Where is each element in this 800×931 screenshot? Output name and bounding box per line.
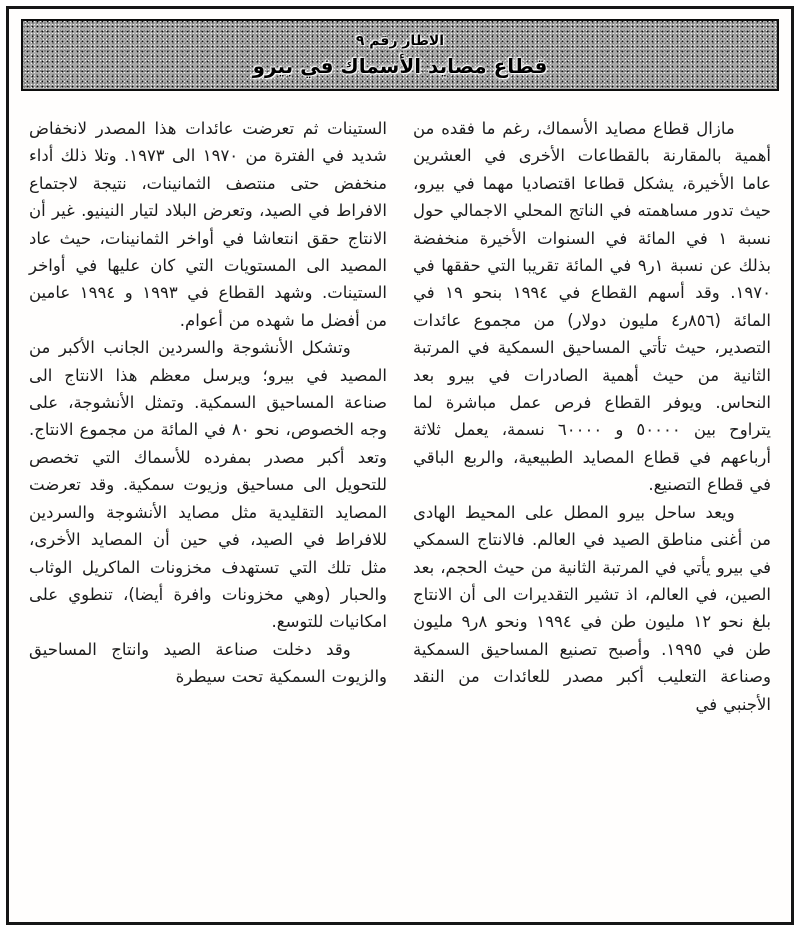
paragraph: مازال قطاع مصايد الأسماك، رغم ما فقده من أهمية بالمقارنة بالقطاعات الأخرى في العشرين عاما الأخيرة، يشكل قطاعا اقتصاديا مهما في بيرو، حيث تدور مساهمته في الناتج المحلي الاجمالي حول نسبة ١ في المائة في السنوات الأخيرة منخفضة بذلك عن نسبة ١ر٩ في المائة تقريبا التي حققها في ١٩٧٠. وقد أسهم القطاع في ١٩٩٤ بنحو ١٩ في المائة (٨٥٦ر٤ مليون دولار) من مجموع عائدات التصدير، حيث تأتي المساحيق السمكية في المرتبة الثانية من حيث أهمية الصادرات في بيرو بعد النحاس. ويوفر القطاع فرص عمل مباشرة لما يتراوح بين ٥٠٠٠٠ و ٦٠٠٠٠ نسمة، يعمل ثلاثة أرباعهم في قطاع المصايد الطبيعية، والربع الباقي في قطاع التصنيع. xyxy=(413,119,772,495)
box-header-title: قطاع مصايد الأسماك في بيرو xyxy=(252,53,548,78)
box-header-number: الاطار رقم ٩ xyxy=(355,32,445,49)
paragraph: ويعد ساحل بيرو المطل على المحيط الهادى من أغنى مناطق الصيد في العالم. فالانتاج السمكي في بيرو يأتي في المرتبة الثانية من حيث الحجم، بعد الصين، في العالم، اذ تشير التقديرات الى أن الانتاج بلغ نحو ١٢ مليون طن في ١٩٩٤ ونحو ٨ر٩ مليون طن في ١٩٩٥. وأصبح تصنيع المساحيق السمكية وصناعة التعليب أكبر مصدر للعائدات من النقد الأجنبي في xyxy=(413,502,772,714)
paragraph: الستينات ثم تعرضت عائدات هذا المصدر لانخفاض شديد في الفترة من ١٩٧٠ الى ١٩٧٣. وتلا ذلك أداء منخفض حتى منتصف الثمانينات، نتيجة لاجتماع الافراط في الصيد، وتعرض البلاد لتيار النينيو. غير أن الانتاج حقق انتعاشا في أواخر الثمانينات، حيث عاد المصيد الى المستويات التي كان عليها في أواخر الستينات. وشهد القطاع في ١٩٩٣ و ١٩٩٤ عامين من أفضل ما شهده من أعوام. xyxy=(29,119,388,330)
paragraph: وتشكل الأنشوجة والسردين الجانب الأكبر من المصيد في بيرو؛ ويرسل معظم هذا الانتاج الى صناعة المساحيق السمكية. وتمثل الأنشوجة، على وجه الخصوص، نحو ٨٠ في المائة من مجموع الانتاج. وتعد أكبر مصدر بمفرده للأسماك التي تخصص للتحويل الى مساحيق وزيوت سمكية. وقد تعرضت المصايد التقليدية مثل مصايد الأنشوجة والسردين للافراط في الصيد، في حين أن المصايد الأخرى، مثل تلك التي تستهدف مخزونات الماكريل الوثاب والحبار (وهي مخزونات وافرة أيضا)، تنطوي على امكانيات للتوسع. xyxy=(29,338,387,632)
paragraph: وقد دخلت صناعة الصيد وانتاج المساحيق والزيوت السمكية تحت سيطرة xyxy=(29,639,387,687)
document-page-frame xyxy=(6,6,794,925)
column-left xyxy=(29,115,387,718)
box-header xyxy=(21,19,779,91)
column-right xyxy=(413,115,771,718)
text-columns xyxy=(9,91,791,718)
